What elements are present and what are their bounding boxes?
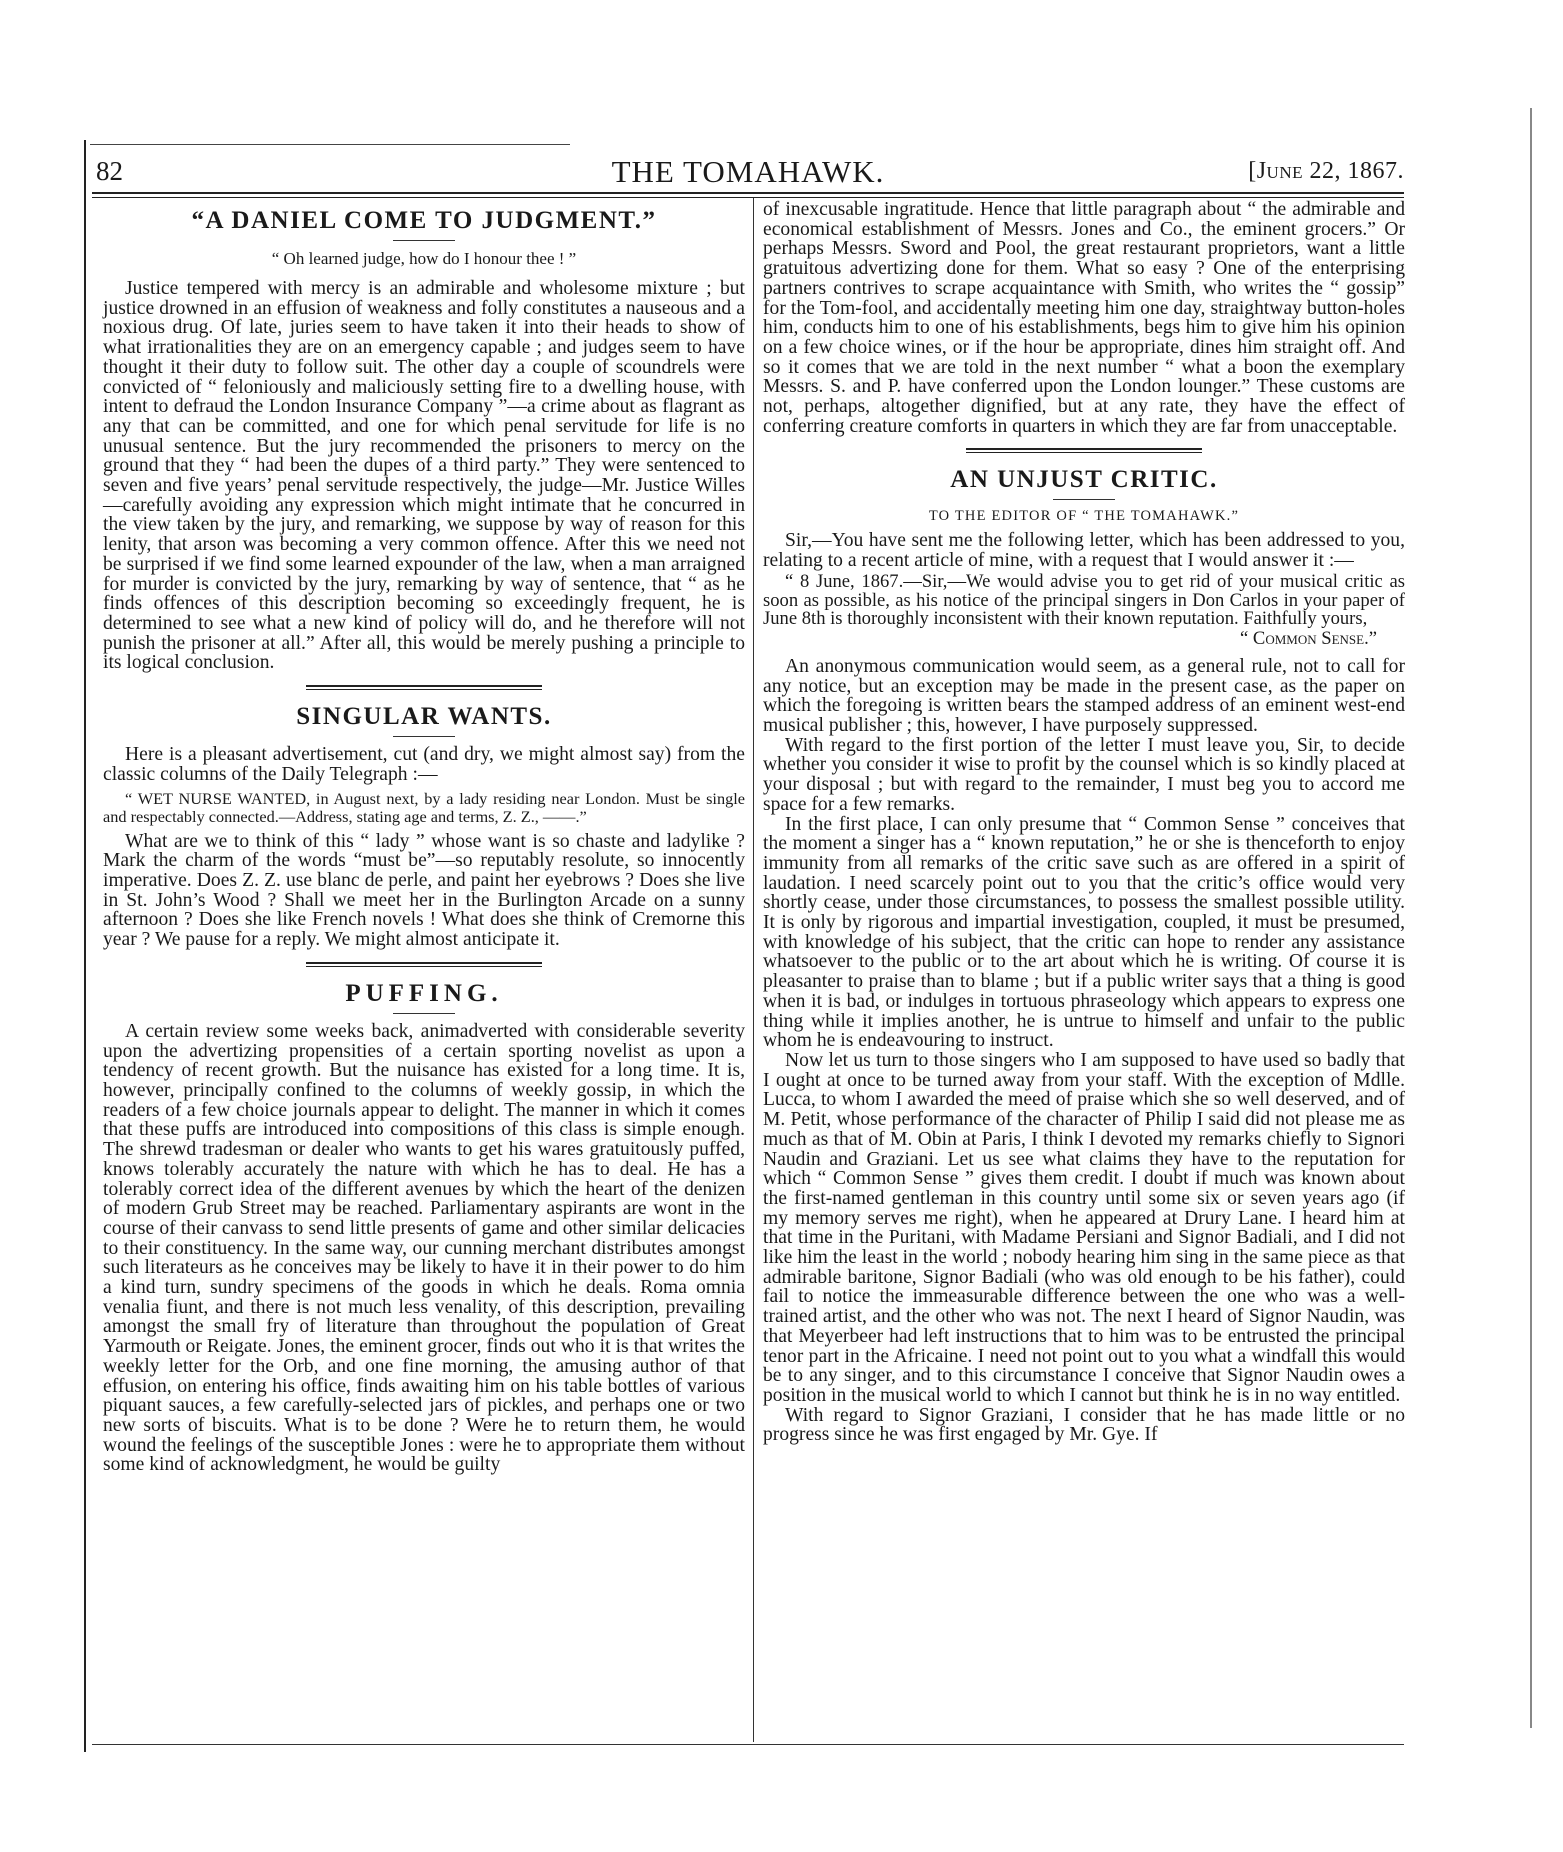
article-unjust-critic — [763, 465, 1405, 1445]
section-divider — [306, 962, 542, 967]
quoted-letter: “ 8 June, 1867.—Sir,—We would advise you to get rid of your musical critic as soon as possible, as his notice of the principal singers in Don Carlos in your paper of June 8th is thoroughly inconsistent with their known reputation. Faithfully yours, — [763, 570, 1405, 630]
article-title: “A DANIEL COME TO JUDGMENT.” — [191, 207, 657, 234]
article-paragraph: Here is a pleasant advertisement, cut (and dry, we might almost say) from the classic columns of the Daily Telegraph :— — [103, 744, 745, 785]
article-title: PUFFING. — [345, 979, 503, 1007]
right-margin-rule — [1530, 108, 1532, 1728]
footer-rule — [92, 1744, 1404, 1745]
page-header — [92, 150, 1404, 192]
right-column — [763, 200, 1405, 1445]
article-paragraph: Now let us turn to those singers who I am supposed to have used so badly that I ought at once to be turned away from your staff. With the exception of Mdlle. Lucca, to whom I awarded the meed of praise which she so well deserved, and of M. Petit, whose performance of the character of Philip I said did not please me as much as that of M. Obin at Paris, I think I devoted my remarks chiefly to Signori Naudin and Graziani. Let us see what claims they have to the reputation for which “ Common Sense ” gives them credit. I doubt if much was known about the first-named gentleman in this country until some six or seven years ago (if my memory serves me right), when he appeared at Drury Lane. I heard him at that time in the Puritani, with Madame Persiani and Signor Badiali, and I did not like him the least in the world ; nobody hearing him sing in the same piece as that admirable baritone, Signor Badiali (who was old enough to be his father), could fail to notice the immeasurable difference between the one who was a well-trained artist, and the other who was not. The next I heard of Signor Naudin, was that Meyerbeer had left instructions that to him was to be entrusted the principal tenor part in the Africaine. I need not point out to you what a windfall this would be to any singer, and to this circumstance I conceive that Signor Naudin owes a position in the musical world to which I cannot but think he is in no way entitled. — [763, 1050, 1405, 1406]
article-paragraph: With regard to Signor Graziani, I consider that he has made little or no progress since he was first engaged by Mr. Gye. If — [763, 1404, 1405, 1446]
article-daniel — [103, 206, 745, 673]
epigraph: “ Oh learned judge, how do I honour thee ! ” — [271, 249, 577, 268]
article-title: SINGULAR WANTS. — [296, 703, 552, 731]
article-paragraph: What are we to think of this “ lady ” whose want is so chaste and ladylike ? Mark the charm of the words “must be”—so reputably resolute, so innocently imperative. Does Z. Z. use blanc de perle, and paint her eyebrows ? Does she live in St. John’s Wood ? Shall we meet her in the Burlington Arcade on a sunny afternoon ? Does she like French novels ! What does she think of Cremorne this year ? We pause for a reply. We might almost anticipate it. — [103, 830, 745, 951]
article-paragraph: A certain review some weeks back, animadverted with considerable severity upon the advertizing propensities of a certain sporting novelist as upon a tendency of recent growth. But the nuisance has existed for a long time. It is, however, principally confined to the columns of weekly gossip, in which the readers of a few choice journals appear to delight. The manner in which it comes that these puffs are introduced into compositions of this class is simple enough. The shrewd tradesman or dealer who wants to get his wares gratuitously puffed, knows tolerably accurately the nature with which he has to deal. He has a tolerably correct idea of the different avenues by which the heart of the denizen of modern Grub Street may be reached. Parliamentary aspirants are wont in the course of their canvass to send little presents of game and other similar delicacies to their constituency. In the same way, our cunning merchant distributes amongst such literateurs as he conceives may be likely to have it in their power to do him a kind turn, sundry specimens of the goods in which he deals. Roma omnia venalia fiunt, and there is not much less venality, of this description, prevailing amongst the small fry of literature than throughout the population of Great Yarmouth or Reigate. Jones, the eminent grocer, finds out who it is that writes the weekly letter for the Orb, and one fine morning, the amusing author of that effusion, on entering his office, finds awaiting him on his table bottles of various piquant sauces, a few carefully-selected jars of pickles, and perhaps one or two new sorts of biscuits. What is to be done ? Were he to return them, he would wound the feelings of the susceptible Jones : were he to appropriate them without some kind of acknowledgment, he would be guilty — [103, 1020, 745, 1476]
letter-signature: “ Common Sense.” — [1240, 628, 1377, 650]
column-separator — [753, 198, 754, 1742]
article-singular-wants — [103, 702, 745, 950]
header-rule-thin — [92, 197, 1404, 198]
article-paragraph: Sir,—You have sent me the following letter, which has been addressed to you, relating to a recent article of mine, with a request that I would answer it :— — [763, 530, 1405, 572]
advertisement-quote: “ WET NURSE WANTED, in August next, by a lady residing near London. Must be single and respectably connected.—Address, stating age and terms, Z. Z., ——.” — [103, 789, 745, 827]
left-column — [103, 200, 745, 1475]
top-rule — [90, 144, 570, 145]
title-rule — [393, 736, 455, 737]
left-margin-rule — [84, 140, 86, 1752]
masthead-title: THE TOMAHAWK. — [611, 154, 885, 189]
section-divider — [306, 685, 542, 690]
article-paragraph: In the first place, I can only presume that “ Common Sense ” conceives that the moment a singer has a “ known reputation,” he or she is thenceforth to enjoy immunity from all remarks of the critic save such as are offered in a spirit of laudation. I need scarcely point out to you that the critic’s office would very shortly cease, under those circumstances, to possess the smallest possible utility. It is only by rigorous and impartial investigation, coupled, it must be presumed, with knowledge of his subject, that the critic can hope to render any assistance whatsoever to the public or to the art about which he is writing. Of course it is pleasanter to praise than to blame ; but if a public writer says that a thing is good when it is bad, or indulges in tortuous phraseology which appears to express one thing while it implies another, he is untrue to himself and unfair to the public whom he is endeavouring to instruct. — [763, 813, 1405, 1052]
title-rule — [393, 240, 455, 241]
section-divider — [966, 448, 1202, 453]
article-paragraph-continued: of inexcusable ingratitude. Hence that little paragraph about “ the admirable and economical establishment of Messrs. Jones and Co., the eminent grocers.” Or perhaps Messrs. Sword and Pool, the great restaurant proprietors, want a little gratuitous advertizing done for them. What so easy ? One of the enterprising partners contrives to scrape acquaintance with Smith, who writes the “ gossip” for the Tom-fool, and accidentally meeting him one day, straightway button-holes him, conducts him to one of his establishments, begs him to give him his opinion on a few choice wines, or if the hour be appropriate, dines him straight off. And so it comes that we are told in the next number “ what a boon the exemplary Messrs. S. and P. have conferred upon the London lounger.” These customs are not, perhaps, altogether dignified, but at any rate, they have the effect of conferring creature comforts in quarters in which they are far from unacceptable. — [763, 199, 1405, 437]
title-rule — [393, 1013, 455, 1014]
article-title: AN UNJUST CRITIC. — [950, 466, 1218, 494]
page-number: 82 — [96, 156, 123, 186]
letter-address: TO THE EDITOR OF “ THE TOMAHAWK.” — [928, 508, 1240, 525]
article-paragraph: An anonymous communication would seem, as a general rule, not to call for any notice, but an exception may be made in the present case, as the paper on which the foregoing is written bears the stamped address of an eminent west-end musical publisher ; this, however, I have purposely suppressed. — [763, 655, 1405, 737]
title-rule — [1053, 499, 1115, 500]
header-rule — [92, 192, 1404, 194]
issue-date: [June 22, 1867. — [1248, 158, 1404, 184]
article-paragraph: Justice tempered with mercy is an admirable and wholesome mixture ; but justice drowned in an effusion of weakness and folly constitutes a nauseous and a noxious drug. Of late, juries seem to have taken it into their heads to show of what irrationalities they are on an emergency capable ; and judges seem to have thought it their duty to follow suit. The other day a couple of scoundrels were convicted of “ feloniously and maliciously setting fire to a dwelling house, with intent to defraud the London Insurance Company ”—a crime about as flagrant as any that can be committed, and one for which penal servitude for life is no unusual sentence. But the jury recommended the prisoners to mercy on the ground that they “ had been the dupes of a third party.” They were sentenced to seven and five years’ penal servitude respectively, the judge—Mr. Justice Willes—carefully avoiding any expression which might intimate that he concurred in the view taken by the jury, and remarking, we suppose by way of reason for this lenity, that arson was becoming a very common offence. After this we need not be surprised if we find some learned expounder of the law, when a man arraigned for murder is convicted by the jury, remarking by way of sentence, that “ as he finds offences of this description becoming so exceedingly frequent, he is determined to see what a new kind of policy will do, and he therefore will not punish the prisoner at all.” After all, this would be merely pushing a principle to its logical conclusion. — [103, 278, 745, 674]
article-paragraph: With regard to the first portion of the letter I must leave you, Sir, to decide whether you consider it wise to profit by the counsel which is so kindly placed at your disposal ; but with regard to the remainder, I must beg you to accord me space for a few remarks. — [763, 734, 1405, 815]
article-puffing — [103, 979, 745, 1475]
